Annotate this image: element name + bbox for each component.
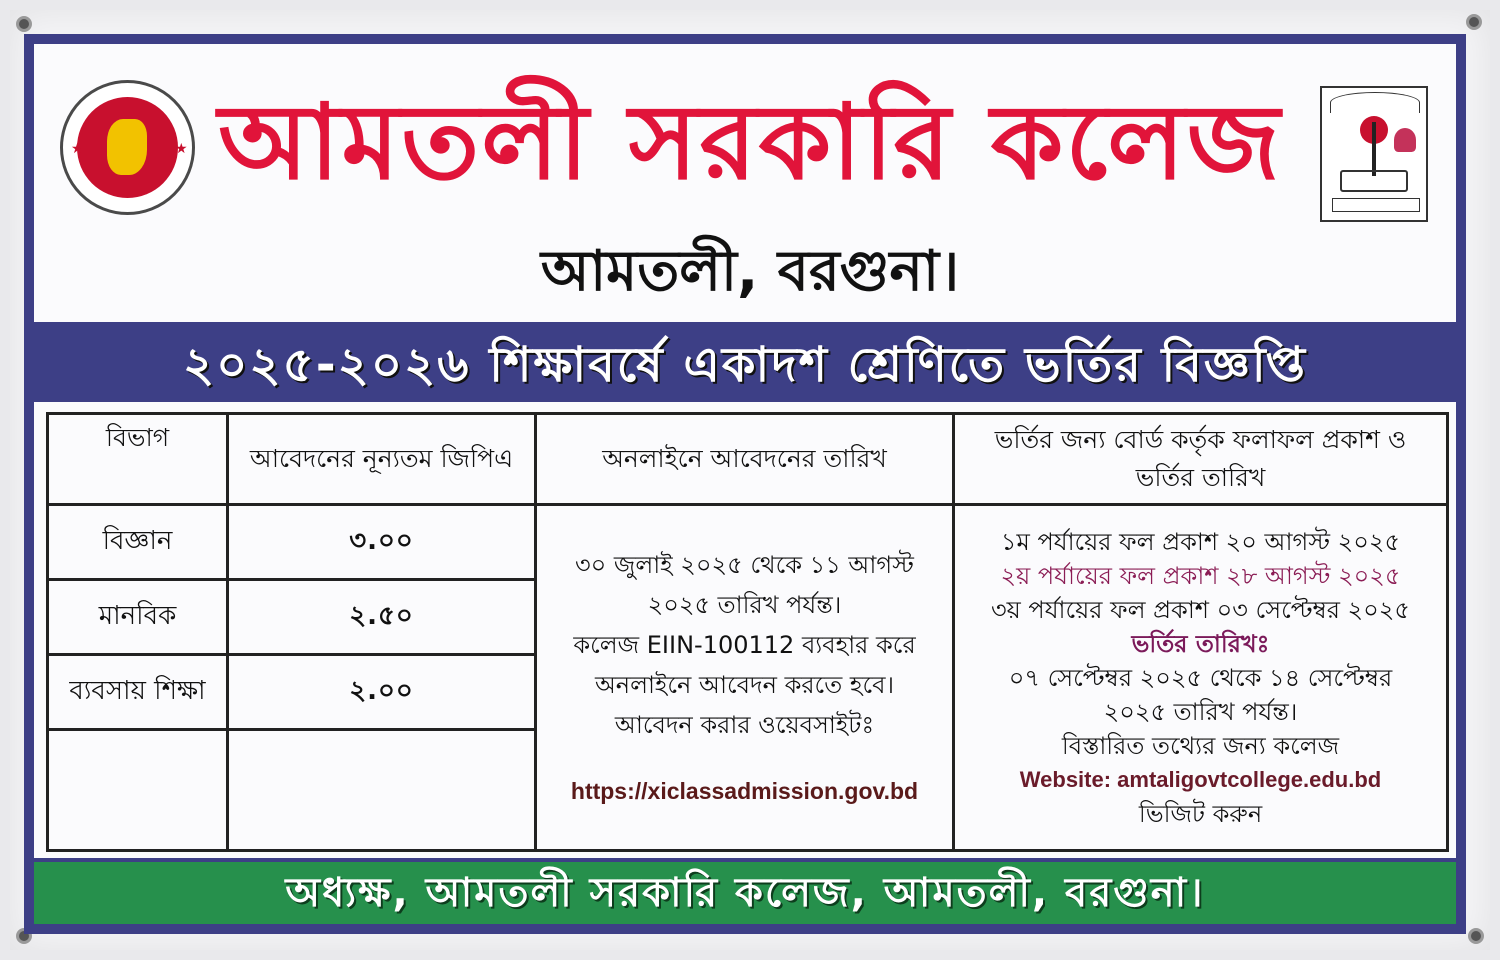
table-header-row [48, 414, 1448, 505]
header-min-gpa: আবেদনের নূন্যতম জিপিএ [228, 414, 536, 505]
admission-table-panel [34, 402, 1456, 858]
info-line: বিস্তারিত তথ্যের জন্য কলেজ [1061, 731, 1340, 760]
online-line: আবেদন করার ওয়েবসাইটঃ [614, 710, 875, 739]
grommet-icon [1468, 928, 1484, 944]
department-cell: মানবিক [48, 579, 228, 654]
online-dates-cell [536, 505, 954, 851]
admission-date-line: ২০২৫ তারিখ পর্যন্ত। [1103, 697, 1298, 726]
notice-title: ২০২৫-২০২৬ শিক্ষাবর্ষে একাদশ শ্রেণিতে ভর্তির বিজ্ঞপ্তি [182, 337, 1308, 393]
empty-cell [228, 730, 536, 851]
college-logo-icon [1320, 86, 1428, 222]
lotus-icon [1394, 128, 1416, 152]
college-name: আমতলী সরকারি কলেজ [218, 81, 1282, 203]
empty-cell [48, 730, 228, 851]
online-line: ২০২৫ তারিখ পর্যন্ত। [647, 590, 842, 619]
pen-icon [1372, 122, 1376, 176]
college-location: আমতলী, বরগুনা। [540, 239, 960, 304]
admission-date-heading: ভর্তির তারিখঃ [1131, 629, 1270, 658]
online-line: ৩০ জুলাই ২০২৫ থেকে ১১ আগস্ট [575, 550, 914, 579]
online-line: কলেজ EIIN-100112 ব্যবহার করে [573, 630, 916, 659]
bangladesh-map-icon [107, 119, 147, 175]
header-online-dates: অনলাইনে আবেদনের তারিখ [536, 414, 954, 505]
department-cell: বিজ্ঞান [48, 505, 228, 580]
admission-date-line: ০৭ সেপ্টেম্বর ২০২৫ থেকে ১৪ সেপ্টেম্বর [1008, 663, 1393, 692]
online-line: অনলাইনে আবেদন করতে হবে। [594, 670, 895, 699]
table-row [48, 505, 1448, 580]
college-website-link: Website: amtaligovtcollege.edu.bd [1019, 766, 1382, 792]
government-seal-icon: ★ ★ [60, 80, 195, 215]
grommet-icon [1466, 14, 1482, 30]
grommet-icon [16, 16, 32, 32]
result-dates-cell [954, 505, 1448, 851]
department-cell: ব্যবসায় শিক্ষা [48, 654, 228, 729]
visit-line: ভিজিট করুন [1138, 799, 1263, 828]
phase-3-result: ৩য় পর্যায়ের ফল প্রকাশ ০৩ সেপ্টেম্বর ২০২৫ [991, 595, 1410, 624]
header-department: বিভাগ [48, 414, 228, 505]
header-result-dates: ভর্তির জন্য বোর্ড কর্তৃক ফলাফল প্রকাশ ও ভর্তির তারিখ [954, 414, 1448, 505]
gpa-cell: ২.০০ [228, 654, 536, 729]
phase-1-result: ১ম পর্যায়ের ফল প্রকাশ ২০ আগস্ট ২০২৫ [1000, 527, 1401, 556]
book-icon [1340, 170, 1408, 192]
admission-table [46, 412, 1449, 852]
footer-signature: অধ্যক্ষ, আমতলী সরকারি কলেজ, আমতলী, বরগুনা। [34, 862, 1456, 924]
phase-2-result: ২য় পর্যায়ের ফল প্রকাশ ২৮ আগস্ট ২০২৫ [1000, 561, 1401, 590]
gpa-cell: ৩.০০ [228, 505, 536, 580]
gpa-cell: ২.৫০ [228, 579, 536, 654]
admission-website-link: https://xiclassadmission.gov.bd [570, 777, 919, 804]
